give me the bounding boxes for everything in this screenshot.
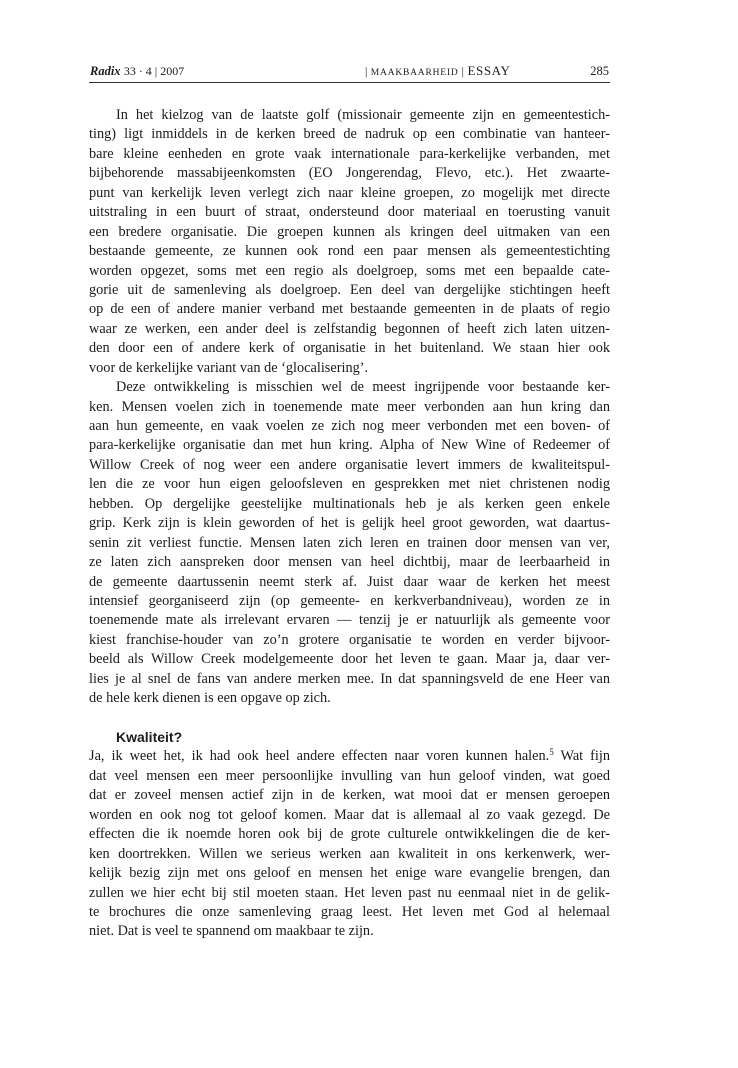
section-name: MAAKBAARHEID bbox=[370, 68, 459, 78]
paragraph-3 bbox=[89, 747, 610, 941]
text-line: dat er zoveel mensen actief zijn in de kerken, wat mooi dat er mensen geroepen bbox=[89, 787, 610, 804]
text-line: kiest franchise-houder van zo’n grotere organisatie te worden en verder bijvoor- bbox=[89, 631, 610, 648]
text-line: worden en ook nog tot geloof komen. Maar dat is allemaal al zo vaak gezegd. De bbox=[89, 806, 610, 823]
text-line: ting) ligt inmiddels in de kerken breed de nadruk op een combinatie van hanteer- bbox=[89, 126, 610, 143]
text-line: bijbehorende massabijeenkomsten (EO Jongerendag, Flevo, etc.). Het zwaarte- bbox=[89, 165, 610, 182]
text-line: zullen we hier echt bij stil moeten staan. Het leven past nu eenmaal niet in de gelik- bbox=[89, 884, 610, 901]
text-line: ken doortrekken. Willen we serieus werken aan kwaliteit in ons kerkenwerk, wer- bbox=[89, 845, 610, 862]
text-line: effecten die ik noemde horen ook bij de grote culturele ontwikkelingen die de ker- bbox=[89, 826, 610, 843]
journal-name: Radix bbox=[90, 64, 121, 78]
issue-info: 33 · 4 | 2007 bbox=[123, 64, 185, 78]
text-line: toenemende mate als irrelevant ervaren — tenzij je er natuurlijk als gemeente voor bbox=[89, 612, 610, 629]
text-line: de gemeente daartussenin neemt sterk af. Juist daar waar de kerken het meest bbox=[89, 573, 610, 590]
text-line: bare kleine eenheden en grote vaak internationale para-kerkelijke verbanden, met bbox=[89, 145, 610, 162]
text-line: worden opgezet, soms met een regio als doelgroep, soms met een bepaalde cate- bbox=[89, 262, 610, 279]
text-line: In het kielzog van de laatste golf (missionair gemeente zijn en gemeentestich- bbox=[116, 107, 610, 123]
text-line: waar ze werken, een ander deel is zelfstandig begonnen of heeft zich laten uitzen- bbox=[89, 320, 610, 337]
section-heading: Kwaliteit? bbox=[116, 729, 183, 745]
paragraph-1 bbox=[89, 106, 610, 378]
text-span: Wat fijn bbox=[553, 748, 610, 765]
text-line: grip. Kerk zijn is klein geworden of het is gelijk heel groot geworden, wat daartus- bbox=[89, 515, 610, 532]
footnote-reference[interactable]: 5 bbox=[549, 747, 554, 758]
text-line: Willow Creek of nog weer een andere organisatie levert immers de kwaliteitspul- bbox=[89, 456, 610, 473]
section-gap bbox=[89, 709, 610, 728]
running-header bbox=[89, 62, 610, 83]
text-line: den door een of andere kerk of organisatie in het buitenland. We staan hier ook bbox=[89, 340, 610, 357]
paragraph-2 bbox=[89, 378, 610, 708]
text-line: een bredere organisatie. Die groepen kunnen als kringen deel uitmaken van een bbox=[89, 223, 610, 240]
text-line: Deze ontwikkeling is misschien wel de meest ingrijpende voor bestaande ker- bbox=[116, 379, 610, 396]
article-body bbox=[89, 106, 610, 942]
text-line: para-kerkelijke organisatie dan met hun kring. Alpha of New Wine of Redeemer of bbox=[89, 437, 610, 454]
article-type: ESSAY bbox=[467, 63, 511, 78]
text-line: lies je al snel de fans van andere merken mee. In dat spanningsveld de ene Heer van bbox=[89, 670, 610, 687]
text-line: aan hun gemeente, en vaak voelen ze zich nog meer verbonden met een boven- of bbox=[89, 418, 610, 434]
text-line: intensief georganiseerd zijn (op gemeente- en kerkverbandniveau), worden ze in bbox=[89, 592, 610, 609]
text-line: punt van kerkelijk leven verlegt zich naar kleine groepen, zo mogelijk met directe bbox=[89, 184, 610, 201]
text-span: Ja, ik weet het, ik had ook heel andere effecten naar voren kunnen halen. bbox=[89, 748, 550, 765]
page-number: 285 bbox=[590, 64, 609, 78]
text-line: gorie uit de samenleving als doelgroep. Een deel van dergelijke stichtingen heeft bbox=[89, 281, 610, 298]
text-line: len die ze voor hun eigen geloofsleven en gesprekken met niet christenen nodig bbox=[89, 476, 610, 493]
separator: | bbox=[458, 66, 468, 78]
text-line: voor de kerkelijke variant van de ‘glocalisering’. bbox=[89, 359, 369, 376]
text-line bbox=[89, 747, 610, 766]
text-line: ken. Mensen voelen zich in toenemende mate meer verbonden aan hun kring dan bbox=[89, 398, 610, 415]
separator: | bbox=[365, 66, 371, 78]
text-line: te brochures die onze samenleving graag leest. Het leven met God al helemaal bbox=[89, 903, 610, 920]
text-line: dat veel mensen een meer persoonlijke invulling van hun geloof vinden, wat goed bbox=[89, 767, 610, 784]
text-line: niet. Dat is veel te spannend om maakbaar te zijn. bbox=[89, 923, 374, 940]
journal-info bbox=[90, 62, 184, 80]
text-line: bestaande gemeente, ze kunnen ook rond een paar mensen als gemeentestichting bbox=[89, 243, 610, 260]
text-line: senin zit verliest functie. Mensen laten zich leren en trainen door mensen van ver, bbox=[89, 534, 610, 551]
text-line: hebben. Op dergelijke geestelijke multinationals heb je als kerken geen enkele bbox=[89, 495, 610, 512]
text-line: beeld als Willow Creek modelgemeente door het leven te gaan. Maar ja, daar ver- bbox=[89, 651, 610, 668]
text-line: ze laten zich aanspreken door mensen van heel dichtbij, maar de leerbaarheid in bbox=[89, 554, 610, 571]
text-line: op de een of andere manier verband met bestaande gemeenten in de plaats of regio bbox=[89, 301, 610, 318]
section-title bbox=[365, 62, 510, 82]
text-line: uitstraling in een buurt of straat, ondersteund door materiaal en toerusting vanuit bbox=[89, 204, 610, 221]
text-line: kelijk bezig zijn met ons geloof en mensen het enige ware evangelie brengen, dan bbox=[89, 865, 610, 882]
text-line: de hele kerk dienen is een opgave op zich. bbox=[89, 690, 331, 707]
